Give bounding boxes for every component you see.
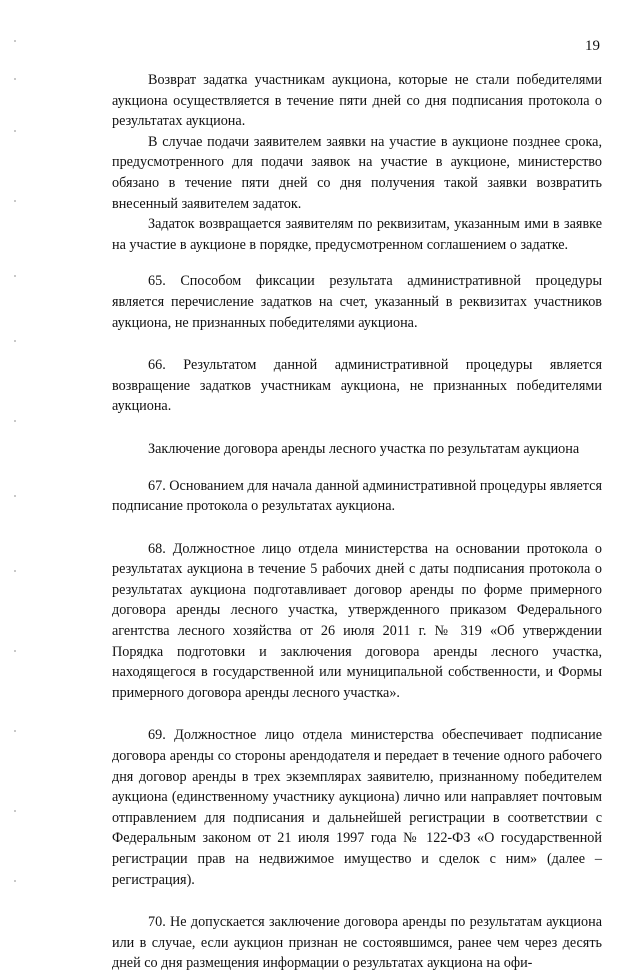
paragraph-deposit-details: Задаток возвращается заявителям по реквизитам, указанным ими в заявке на участие в аукционе в порядке, предусмотренном соглашением о задатке. [112, 216, 602, 253]
paragraph-66: 66. Результатом данной административной процедуры является возвращение задатков участникам аукциона, не признанных победителями аукциона. [112, 357, 602, 415]
paragraph-69: 69. Должностное лицо отдела министерства обеспечивает подписание договора аренды со стороны арендодателя и передает в течение одного рабочего дня договор аренды в трех экземплярах заявителю, признанному победителем аукциона (единственному участнику аукциона) лично или направляет почтовым отправлением для подписания и дальнейшей регистрации в соответствии с Федеральным законом от 21 июля 1997 года № 122-ФЗ «О государственной регистрации прав на недвижимое имущество и сделок с ним» (далее – регистрация). [112, 727, 602, 888]
section-heading: Заключение договора аренды лесного участка по результатам аукциона [148, 440, 580, 457]
paragraph-late-application: В случае подачи заявителем заявки на участие в аукционе позднее срока, предусмотренного для подачи заявок на участие в аукционе, министерство обязано в течение пяти дней со дня получения такой заявки возвратить внесенный заявителем задаток. [112, 133, 602, 212]
paragraph-68: 68. Должностное лицо отдела министерства на основании протокола о результатах аукциона в течение 5 рабочих дней с даты подписания протокола о результатах аукциона подготавливает договор аренды по форме примерного договора аренды лесного участка, утвержденного приказом Федерального агентства лесного хозяйства от 26 июля 2011 г. № 319 «Об утверждении Порядка подготовки и заключения договора аренды лесного участка, находящегося в государственной или муниципальной собственности, и Формы примерного договора аренды лесного участка». [112, 540, 602, 701]
paragraph-65: 65. Способом фиксации результата административной процедуры является перечисление задатков на счет, указанный в реквизитах участников аукциона, не признанных победителями аукциона. [112, 273, 602, 331]
scan-edge-marks [14, 40, 18, 900]
paragraph-70: 70. Не допускается заключение договора аренды по результатам аукциона или в случае, если аукцион признан не состоявшимся, ранее чем через десять дней со дня размещения информации о результатах аукциона на офи- [112, 914, 602, 972]
paragraph-67: 67. Основанием для начала данной административной процедуры является подписание протокола о результатах аукциона. [112, 477, 602, 515]
paragraph-deposit-return: Возврат задатка участникам аукциона, которые не стали победителями аукциона осуществляется в течение пяти дней со дня подписания протокола о результатах аукциона. [112, 72, 602, 130]
document-body [112, 70, 602, 974]
page-number: 19 [585, 38, 600, 54]
